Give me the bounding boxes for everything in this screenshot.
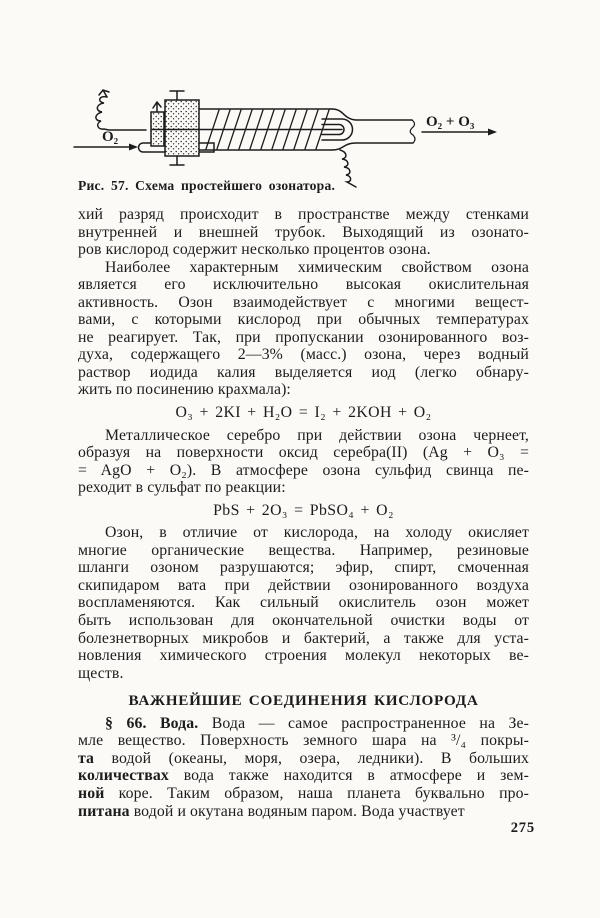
- text-line: та водой (океаны, моря, озера, ледники). В больших: [78, 749, 529, 767]
- figure-caption: Рис. 57. Схема простейшего озонатора.: [78, 178, 336, 193]
- text-line: болезнетворных микробов и бактерий, а также для уста-: [78, 629, 529, 647]
- ozonator-diagram: [60, 85, 540, 190]
- text-line: является его исключительно высокая окислительная: [78, 276, 529, 294]
- text-line: ществ.: [78, 664, 124, 682]
- text-line: многие органические вещества. Например, резиновые: [78, 541, 529, 559]
- section-heading: ВАЖНЕЙШИЕ СОЕДИНЕНИЯ КИСЛОРОДА: [128, 692, 479, 710]
- text-line: Наиболее характерным химическим свойством озона: [105, 258, 529, 276]
- text-line: Озон, в отличие от кислорода, на холоду окисляет: [105, 524, 529, 542]
- text-line: мле вещество. Поверхность земного шара на ³/₄ покры-: [78, 732, 529, 750]
- text-line: Металлическое серебро при действии озона чернеет,: [105, 426, 529, 444]
- text-line: хий разряд происходит в пространстве между стенками: [78, 206, 529, 223]
- body-text: [78, 206, 529, 820]
- hv-wire-left: [96, 90, 146, 130]
- text-line: внутренней и внешней трубок. Выходящий из озонато-: [78, 223, 529, 241]
- text-line: = AgO + O₂). В атмосфере озона сульфид свинца пе-: [78, 461, 529, 479]
- chemical-equation: PbS + 2O₃ = PbSO₄ + O₂: [213, 501, 394, 519]
- text-line: не реагирует. Так, при пропускании озонированного воз-: [78, 328, 529, 346]
- text-line: количествах вода также находится в атмосфере и зем-: [78, 767, 529, 785]
- text-line: § 66. Вода. Вода — самое распространенное на Зе-: [105, 714, 530, 732]
- text-line: духа, содержащего 2—3% (масс.) озона, через водный: [78, 346, 529, 364]
- text-line: ров кислород содержит несколько процентов озона.: [78, 241, 431, 259]
- text-line: шланги озоном разрушаются; эфир, спирт, смоченная: [78, 559, 529, 577]
- page-number: 275: [510, 820, 535, 836]
- ozonator-figure: [60, 85, 540, 190]
- text-line: вами, с которыми кислород при обычных температурах: [78, 311, 529, 329]
- text-line: новления химического строения молекул некоторых ве-: [78, 647, 529, 665]
- text-line: питана водой и окутана водяным паром. Вода участвует: [78, 802, 465, 820]
- text-line: быть использован для окончательной очистки воды от: [78, 612, 529, 630]
- text-line: активность. Озон взаимодействует с многими вещест-: [78, 293, 529, 311]
- text-line: раствор иодида калия выделяется иод (легко обнару-: [78, 363, 529, 381]
- text-line: жить по посинению крахмала):: [78, 381, 291, 399]
- text-line: воспламеняются. Как сильный окислитель озон может: [78, 594, 529, 612]
- stopper-large: [165, 100, 199, 156]
- outlet-label: O₂ + O₃: [426, 114, 475, 130]
- chemical-equation: O₃ + 2KI + H₂O = I₂ + 2KOH + O₂: [175, 404, 432, 422]
- text-line: образуя на поверхности оксид серебра(II) (Ag + O₃ =: [78, 444, 529, 462]
- inlet-label: O₂: [102, 129, 119, 145]
- text-line: скипидаром вата при действии озонированного воздуха: [78, 576, 529, 594]
- text-line: реходит в сульфат по реакции:: [78, 479, 286, 497]
- text-line: ной коре. Таким образом, наша планета буквально про-: [78, 784, 529, 802]
